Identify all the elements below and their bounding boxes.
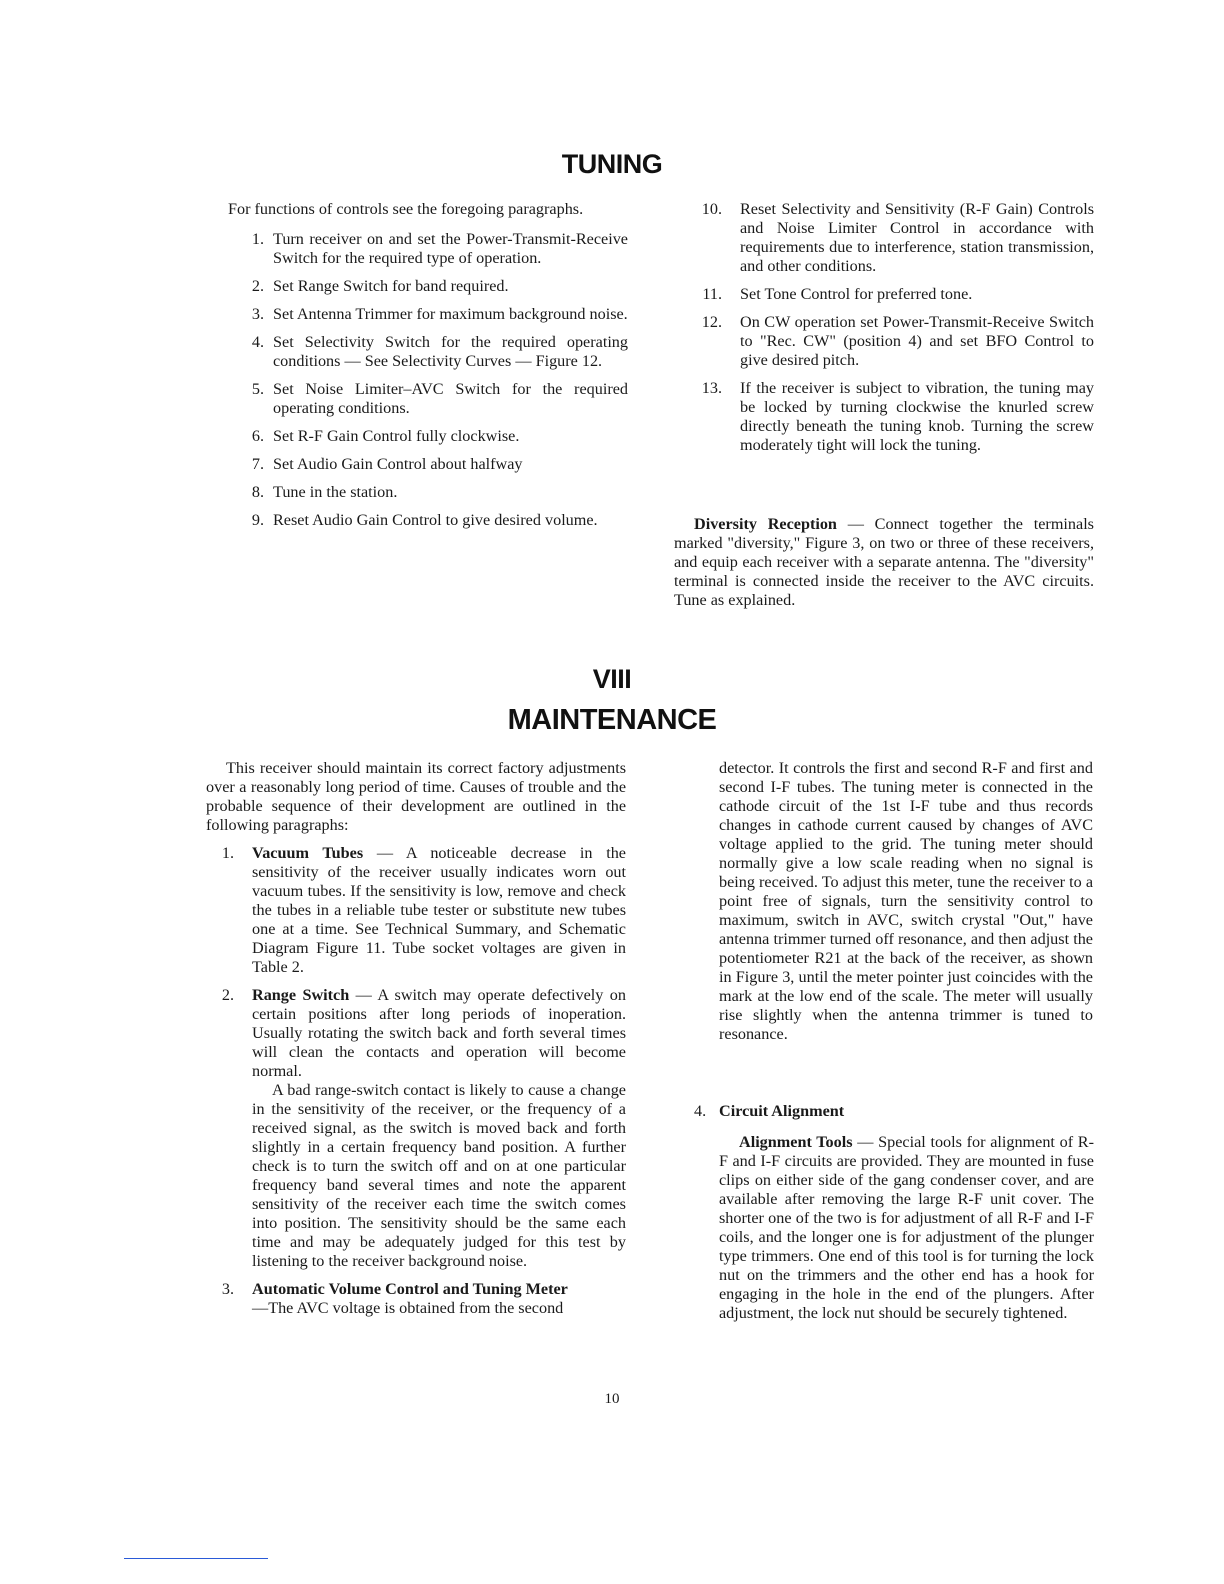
tuning-step bbox=[694, 200, 1094, 276]
step-number: 9. bbox=[251, 511, 264, 529]
step-text: Turn receiver on and set the Power-Transmit-Receive Switch for the required type of operation. bbox=[273, 230, 628, 267]
tools-text: — Special tools for alignment of R-F and I-F circuits are provided. They are mounted in fuse clips on either side of the gang condenser cover, and are available after removing the large R-F unit cover. The shorter one of the two is for adjustment of all R-F and I-F coils, and the longer one is for adjustment of the plunger type trimmers. One end of this tool is for turning the lock nut on the trimmers and the other end has a hook for engaging in the hole in the end of the plungers. After adjustment, the lock nut should be securely tightened. bbox=[719, 1133, 1094, 1322]
page-number: 10 bbox=[604, 1391, 620, 1407]
item-number: 2. bbox=[221, 986, 234, 1004]
item-paragraph: A bad range-switch contact is likely to cause a change in the sensitivity of the receiver, or the frequency of a received signal, as the switch is moved back and forth slightly in a certain frequency band position. A further check is to turn the switch off and on at one particular frequency band several times and note the apparent sensitivity of the receiver each time the switch comes into position. The sensitivity should be the same each time and may be adequately judged for this test by listening to the receiver background noise. bbox=[252, 1081, 626, 1270]
step-number: 10. bbox=[701, 200, 722, 218]
item-number: 3. bbox=[221, 1280, 234, 1298]
tuning-left-column bbox=[208, 200, 628, 539]
diversity-title: Diversity Reception bbox=[694, 515, 837, 533]
step-text: Set R-F Gain Control fully clockwise. bbox=[273, 427, 520, 445]
maintenance-item-range-switch bbox=[206, 986, 626, 1271]
step-number: 3. bbox=[251, 305, 264, 323]
step-text: Set Tone Control for preferred tone. bbox=[740, 285, 973, 303]
step-number: 12. bbox=[701, 313, 722, 331]
item-title: Automatic Volume Control and Tuning Meter bbox=[252, 1280, 568, 1298]
tuning-step bbox=[208, 455, 628, 474]
tuning-step bbox=[694, 285, 1094, 304]
alignment-tools-paragraph bbox=[694, 1133, 1094, 1323]
step-text: Reset Audio Gain Control to give desired volume. bbox=[273, 511, 598, 529]
step-number: 8. bbox=[251, 483, 264, 501]
step-number: 4. bbox=[251, 333, 264, 351]
step-text: Set Range Switch for band required. bbox=[273, 277, 509, 295]
item-title: Range Switch bbox=[252, 986, 350, 1004]
step-text: On CW operation set Power-Transmit-Receive Switch to "Rec. CW" (position 4) and set BFO Control to give desired pitch. bbox=[740, 313, 1094, 369]
maintenance-item-vacuum-tubes bbox=[206, 844, 626, 977]
section-number: VIII bbox=[592, 664, 632, 694]
item-number: 4. bbox=[694, 1102, 707, 1120]
diversity-reception-paragraph bbox=[674, 515, 1094, 610]
tuning-step bbox=[208, 305, 628, 324]
step-text: Set Noise Limiter–AVC Switch for the required operating conditions. bbox=[273, 380, 628, 417]
tuning-step bbox=[694, 379, 1094, 455]
tuning-step bbox=[208, 483, 628, 502]
item-text: —The AVC voltage is obtained from the second bbox=[252, 1299, 564, 1317]
step-text: Set Audio Gain Control about halfway bbox=[273, 455, 523, 473]
tools-title: Alignment Tools bbox=[739, 1133, 853, 1151]
tuning-intro: For functions of controls see the foregoing paragraphs. bbox=[228, 200, 584, 218]
tuning-step bbox=[208, 333, 628, 371]
maintenance-right-column bbox=[719, 759, 1093, 1059]
tuning-heading: TUNING bbox=[561, 149, 663, 179]
tuning-step bbox=[208, 511, 628, 530]
step-text: Set Antenna Trimmer for maximum background noise. bbox=[273, 305, 628, 323]
step-number: 11. bbox=[702, 285, 722, 303]
maintenance-heading: MAINTENANCE bbox=[507, 704, 717, 736]
tuning-step bbox=[208, 277, 628, 296]
step-text: If the receiver is subject to vibration, the tuning may be locked by turning clockwise the knurled screw directly beneath the tuning knob. Turning the screw moderately tight will lock the tuning. bbox=[740, 379, 1094, 454]
tuning-step bbox=[208, 230, 628, 268]
step-text: Tune in the station. bbox=[273, 483, 398, 501]
item-number: 1. bbox=[221, 844, 234, 862]
item-title: Circuit Alignment bbox=[719, 1102, 845, 1120]
footer-rule bbox=[124, 1558, 268, 1559]
maintenance-item-circuit-alignment bbox=[694, 1102, 1094, 1323]
tuning-right-column bbox=[694, 200, 1094, 464]
item-text: — A noticeable decrease in the sensitivity of the receiver usually indicates worn out vacuum tubes. If the sensitivity is low, remove and check the tubes in a reliable tube tester or substitute new tubes one at a time. See Technical Summary, and Schematic Diagram Figure 11. Tube socket voltages are given in Table 2. bbox=[252, 844, 626, 976]
step-number: 2. bbox=[251, 277, 264, 295]
step-number: 13. bbox=[701, 379, 722, 397]
maintenance-left-column bbox=[206, 759, 626, 1318]
step-number: 7. bbox=[251, 455, 264, 473]
diversity-text: — Connect together the terminals marked "diversity," Figure 3, on two or three of these receivers, and equip each receiver with a separate antenna. The "diversity" terminal is connected inside the receiver to the AVC circuits. Tune as explained. bbox=[674, 515, 1094, 609]
step-number: 5. bbox=[251, 380, 264, 398]
tuning-step bbox=[694, 313, 1094, 370]
step-number: 6. bbox=[251, 427, 264, 445]
maintenance-item-avc bbox=[206, 1280, 626, 1318]
step-text: Reset Selectivity and Sensitivity (R-F Gain) Controls and Noise Limiter Control in accordance with requirements due to interference, station transmission, and other conditions. bbox=[740, 200, 1094, 275]
step-text: Set Selectivity Switch for the required operating conditions — See Selectivity Curves — Figure 12. bbox=[273, 333, 628, 370]
tuning-step bbox=[208, 380, 628, 418]
item-text: — A switch may operate defectively on certain positions after long periods of inoperation. Usually rotating the switch back and forth several times will clean the contacts and operation will become normal. bbox=[252, 986, 626, 1080]
avc-continuation: detector. It controls the first and second R-F and first and second I-F tubes. The tuning meter is connected in the cathode circuit of the 1st I-F tube and thus records changes in cathode current caused by changes of AVC voltage applied to the grid. The tuning meter should normally give a low scale reading when no signal is being received. To adjust this meter, tune the receiver to a point free of signals, turn the sensitivity control to maximum, switch in AVC, switch crystal "Out," have antenna trimmer turned off resonance, and then adjust the potentiometer R21 at the back of the receiver, as shown in Figure 3, until the meter pointer just coincides with the mark at the low end of the scale. The meter will usually rise slightly when the antenna trimmer is tuned to resonance. bbox=[719, 759, 1093, 1043]
tuning-step bbox=[208, 427, 628, 446]
maintenance-intro: This receiver should maintain its correct factory adjustments over a reasonably long period of time. Causes of trouble and the probable sequence of their development are outlined in the following paragraphs: bbox=[206, 759, 626, 834]
step-number: 1. bbox=[251, 230, 264, 248]
item-title: Vacuum Tubes bbox=[252, 844, 364, 862]
